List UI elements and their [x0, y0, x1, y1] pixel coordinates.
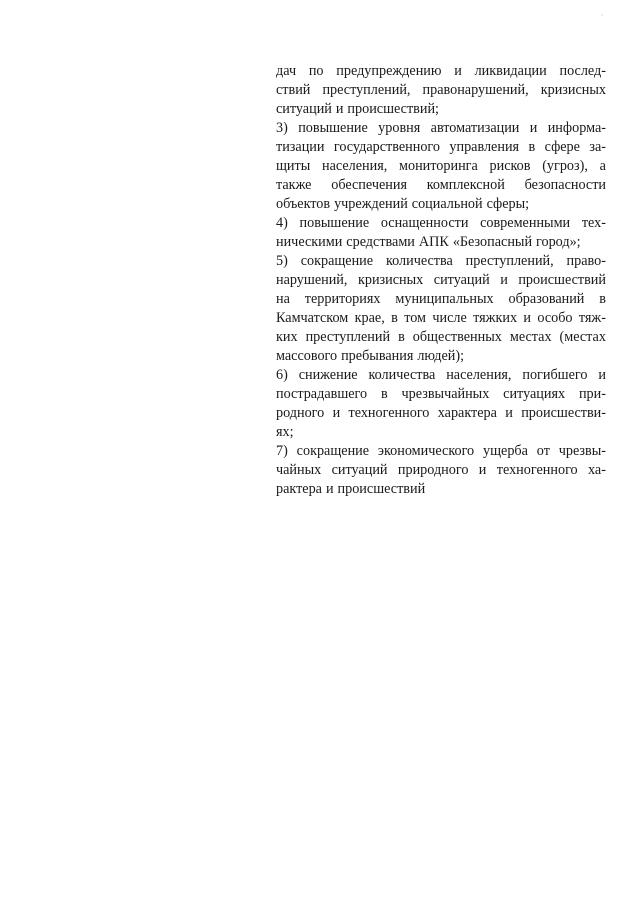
word: и — [505, 405, 513, 421]
word: общественных — [412, 329, 502, 345]
word: а — [599, 158, 606, 174]
word: в — [528, 139, 536, 155]
paragraph — [276, 119, 606, 214]
word: комплексной — [426, 177, 505, 193]
word: ситуациях — [503, 386, 566, 402]
word: и — [478, 462, 487, 478]
word: муниципальных — [395, 291, 494, 307]
text-line — [276, 176, 606, 195]
word: в — [599, 291, 606, 307]
word: 4) — [276, 215, 288, 231]
word: при- — [578, 386, 606, 402]
word: чрезвычайных — [401, 386, 490, 402]
text-line — [276, 290, 606, 309]
word: происшествий — [518, 272, 606, 288]
text-line — [276, 119, 606, 138]
word: происшествий; — [347, 101, 439, 117]
word: населения, — [446, 367, 512, 383]
word: щиты — [276, 158, 311, 174]
word: автоматизации — [430, 120, 520, 136]
text-line — [276, 385, 606, 404]
word: право- — [566, 253, 606, 269]
word: экономического — [377, 443, 475, 459]
word: погибшего — [522, 367, 588, 383]
word: рисков — [489, 158, 531, 174]
word: территориях — [304, 291, 381, 307]
word: также — [276, 177, 312, 193]
word: и — [332, 405, 341, 421]
word: преступлений, — [465, 253, 554, 269]
word: ситуаций — [433, 272, 490, 288]
word: особо — [537, 310, 573, 326]
text-line — [276, 480, 606, 499]
word: происшестви- — [521, 405, 606, 421]
word: предупреждению — [336, 63, 442, 79]
text-line — [276, 138, 606, 157]
word: учреждений — [334, 196, 408, 212]
word: современными — [480, 215, 571, 231]
word: ха- — [588, 462, 606, 478]
word: безопасности — [524, 177, 606, 193]
word: массового — [276, 348, 338, 364]
word: ситуаций — [276, 101, 332, 117]
word: и — [454, 63, 462, 79]
word: «Безопасный — [452, 234, 533, 250]
word: и — [325, 481, 334, 497]
word: кризисных — [540, 82, 606, 98]
word: ситуаций — [331, 462, 388, 478]
paragraph — [276, 62, 606, 119]
word: оснащенности — [380, 215, 469, 231]
word: родного — [276, 405, 325, 421]
text-line — [276, 62, 606, 81]
word: повышение — [298, 120, 368, 136]
word: (местах — [559, 329, 606, 345]
text-line — [276, 423, 606, 442]
word: и — [529, 120, 538, 136]
word: ущерба — [483, 443, 528, 459]
word: по — [308, 63, 324, 79]
paragraph — [276, 252, 606, 366]
word: на — [276, 291, 290, 307]
word: нарушений, — [276, 272, 348, 288]
scan-speck — [601, 14, 603, 16]
word: обеспечения — [331, 177, 407, 193]
word: сокращение — [296, 443, 370, 459]
text-line — [276, 81, 606, 100]
word: пострадавшего — [276, 386, 368, 402]
word: количества — [385, 253, 453, 269]
word: сфере — [544, 139, 580, 155]
word: чайных — [276, 462, 322, 478]
word: за- — [589, 139, 606, 155]
word: ликвидации — [474, 63, 547, 79]
word: числе — [432, 310, 467, 326]
word: ких — [276, 329, 298, 345]
text-line — [276, 271, 606, 290]
document-body — [276, 62, 606, 499]
word: социальной — [411, 196, 483, 212]
text-line — [276, 442, 606, 461]
word: 5) — [276, 253, 288, 269]
text-line — [276, 328, 606, 347]
word: и — [598, 367, 606, 383]
paragraph — [276, 214, 606, 252]
word: повышение — [299, 215, 370, 231]
word: техногенного — [496, 462, 578, 478]
word: 6) — [276, 367, 288, 383]
word: местах — [509, 329, 552, 345]
word: том — [404, 310, 427, 326]
word: в — [380, 386, 388, 402]
word: образований — [508, 291, 585, 307]
word: объектов — [276, 196, 331, 212]
word: людей); — [417, 348, 465, 364]
word: ствий — [276, 82, 311, 98]
paragraph — [276, 442, 606, 499]
text-line — [276, 309, 606, 328]
word: преступлений, — [322, 82, 411, 98]
word: уровня — [378, 120, 421, 136]
word: сферы; — [486, 196, 530, 212]
text-line — [276, 195, 606, 214]
text-line — [276, 404, 606, 423]
text-line — [276, 366, 606, 385]
word: в — [398, 329, 405, 345]
word: сокращение — [300, 253, 374, 269]
word: управления — [449, 139, 520, 155]
word: ях; — [276, 424, 294, 440]
word: количества — [368, 367, 436, 383]
text-line — [276, 233, 606, 252]
word: преступлений — [305, 329, 391, 345]
word: 7) — [276, 443, 288, 459]
word: рактера — [276, 481, 322, 497]
word: от — [536, 443, 550, 459]
word: город»; — [536, 234, 581, 250]
text-line — [276, 214, 606, 233]
word: тизации — [276, 139, 325, 155]
word: и — [335, 101, 344, 117]
text-line — [276, 252, 606, 271]
word: дач — [276, 63, 297, 79]
word: населения, — [321, 158, 388, 174]
word: послед- — [559, 63, 606, 79]
word: тяжких — [473, 310, 518, 326]
word: тяж- — [578, 310, 606, 326]
word: правонарушений, — [422, 82, 529, 98]
word: 3) — [276, 120, 288, 136]
text-line — [276, 461, 606, 480]
word: в — [391, 310, 398, 326]
text-line — [276, 100, 606, 119]
word: чрезвы- — [558, 443, 606, 459]
word: и — [500, 272, 508, 288]
paragraph — [276, 366, 606, 442]
word: снижение — [298, 367, 358, 383]
word: ническими — [276, 234, 343, 250]
word: характера — [437, 405, 497, 421]
word: кризисных — [357, 272, 424, 288]
word: (угроз), — [542, 158, 588, 174]
word: техногенного — [348, 405, 430, 421]
text-line — [276, 157, 606, 176]
word: происшествий — [337, 481, 426, 497]
word: тех- — [581, 215, 606, 231]
word: крае, — [354, 310, 385, 326]
word: АПК — [418, 234, 449, 250]
word: и — [523, 310, 532, 326]
word: Камчатском — [276, 310, 349, 326]
word: мониторинга — [399, 158, 478, 174]
word: природного — [397, 462, 469, 478]
word: государственного — [333, 139, 440, 155]
word: пребывания — [341, 348, 414, 364]
text-line — [276, 347, 606, 366]
word: средствами — [346, 234, 415, 250]
word: информа- — [547, 120, 606, 136]
